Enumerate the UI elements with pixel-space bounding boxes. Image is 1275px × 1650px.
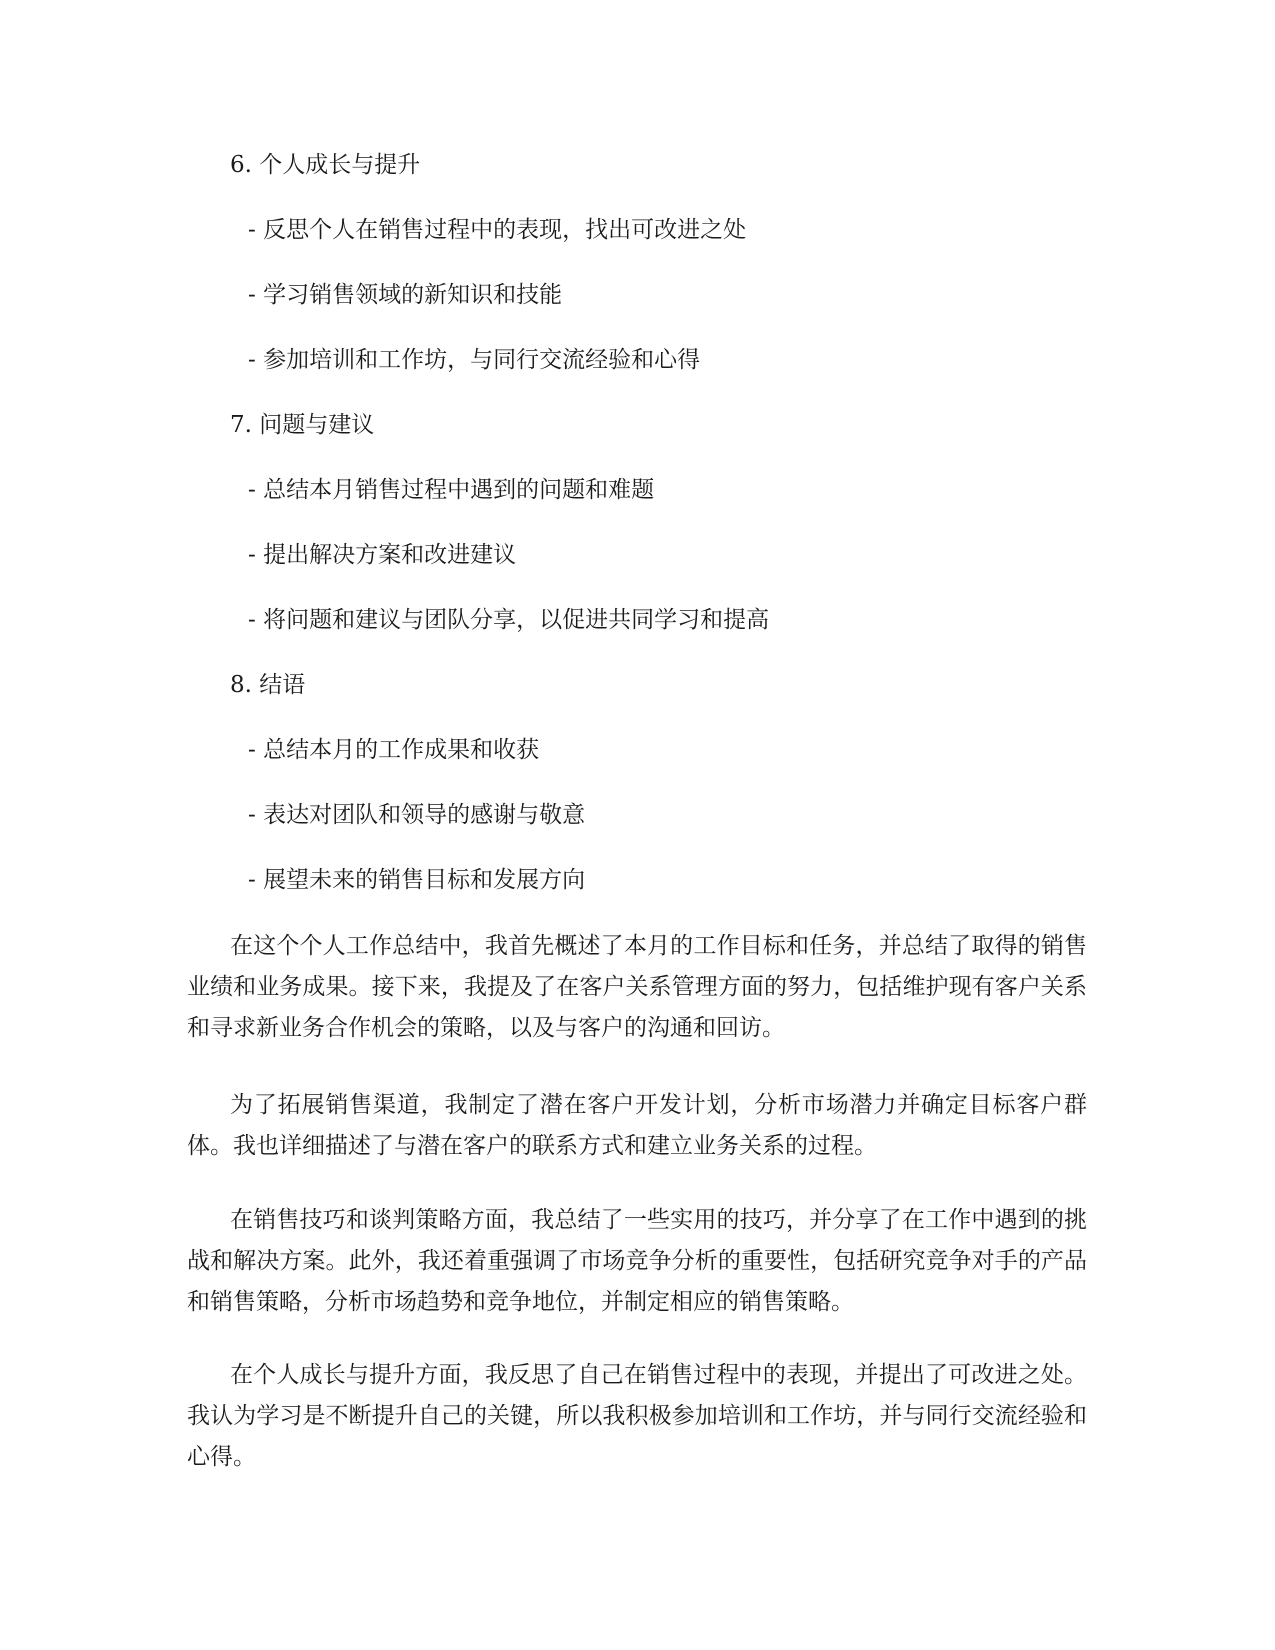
bullet-item: - 将问题和建议与团队分享，以促进共同学习和提高: [248, 607, 770, 633]
summary-paragraph: 为了拓展销售渠道，我制定了潜在客户开发计划，分析市场潜力并确定目标客户群体。我也详细描述了与潜在客户的联系方式和建立业务关系的过程。: [187, 1092, 1087, 1159]
section-heading: 8. 结语: [230, 672, 306, 698]
summary-paragraph: 在销售技巧和谈判策略方面，我总结了一些实用的技巧，并分享了在工作中遇到的挑战和解决方案。此外，我还着重强调了市场竞争分析的重要性，包括研究竞争对手的产品和销售策略，分析市场趋势和竞争地位，并制定相应的销售策略。: [187, 1207, 1087, 1315]
bullet-item: - 提出解决方案和改进建议: [248, 542, 517, 568]
bullet-item: - 总结本月销售过程中遇到的问题和难题: [248, 477, 655, 503]
summary-paragraph: 在这个个人工作总结中，我首先概述了本月的工作目标和任务，并总结了取得的销售业绩和业务成果。接下来，我提及了在客户关系管理方面的努力，包括维护现有客户关系和寻求新业务合作机会的策略，以及与客户的沟通和回访。: [187, 933, 1087, 1041]
bullet-item: - 学习销售领域的新知识和技能: [248, 282, 563, 308]
section-heading: 6. 个人成长与提升: [230, 152, 421, 178]
bullet-item: - 参加培训和工作坊，与同行交流经验和心得: [248, 347, 701, 373]
bullet-item: - 展望未来的销售目标和发展方向: [248, 867, 586, 893]
bullet-item: - 反思个人在销售过程中的表现，找出可改进之处: [248, 217, 747, 243]
bullet-item: - 表达对团队和领导的感谢与敬意: [248, 802, 586, 828]
bullet-item: - 总结本月的工作成果和收获: [248, 737, 540, 763]
section-heading: 7. 问题与建议: [230, 412, 375, 438]
summary-paragraph: 在个人成长与提升方面，我反思了自己在销售过程中的表现，并提出了可改进之处。我认为学习是不断提升自己的关键，所以我积极参加培训和工作坊，并与同行交流经验和心得。: [187, 1362, 1087, 1470]
